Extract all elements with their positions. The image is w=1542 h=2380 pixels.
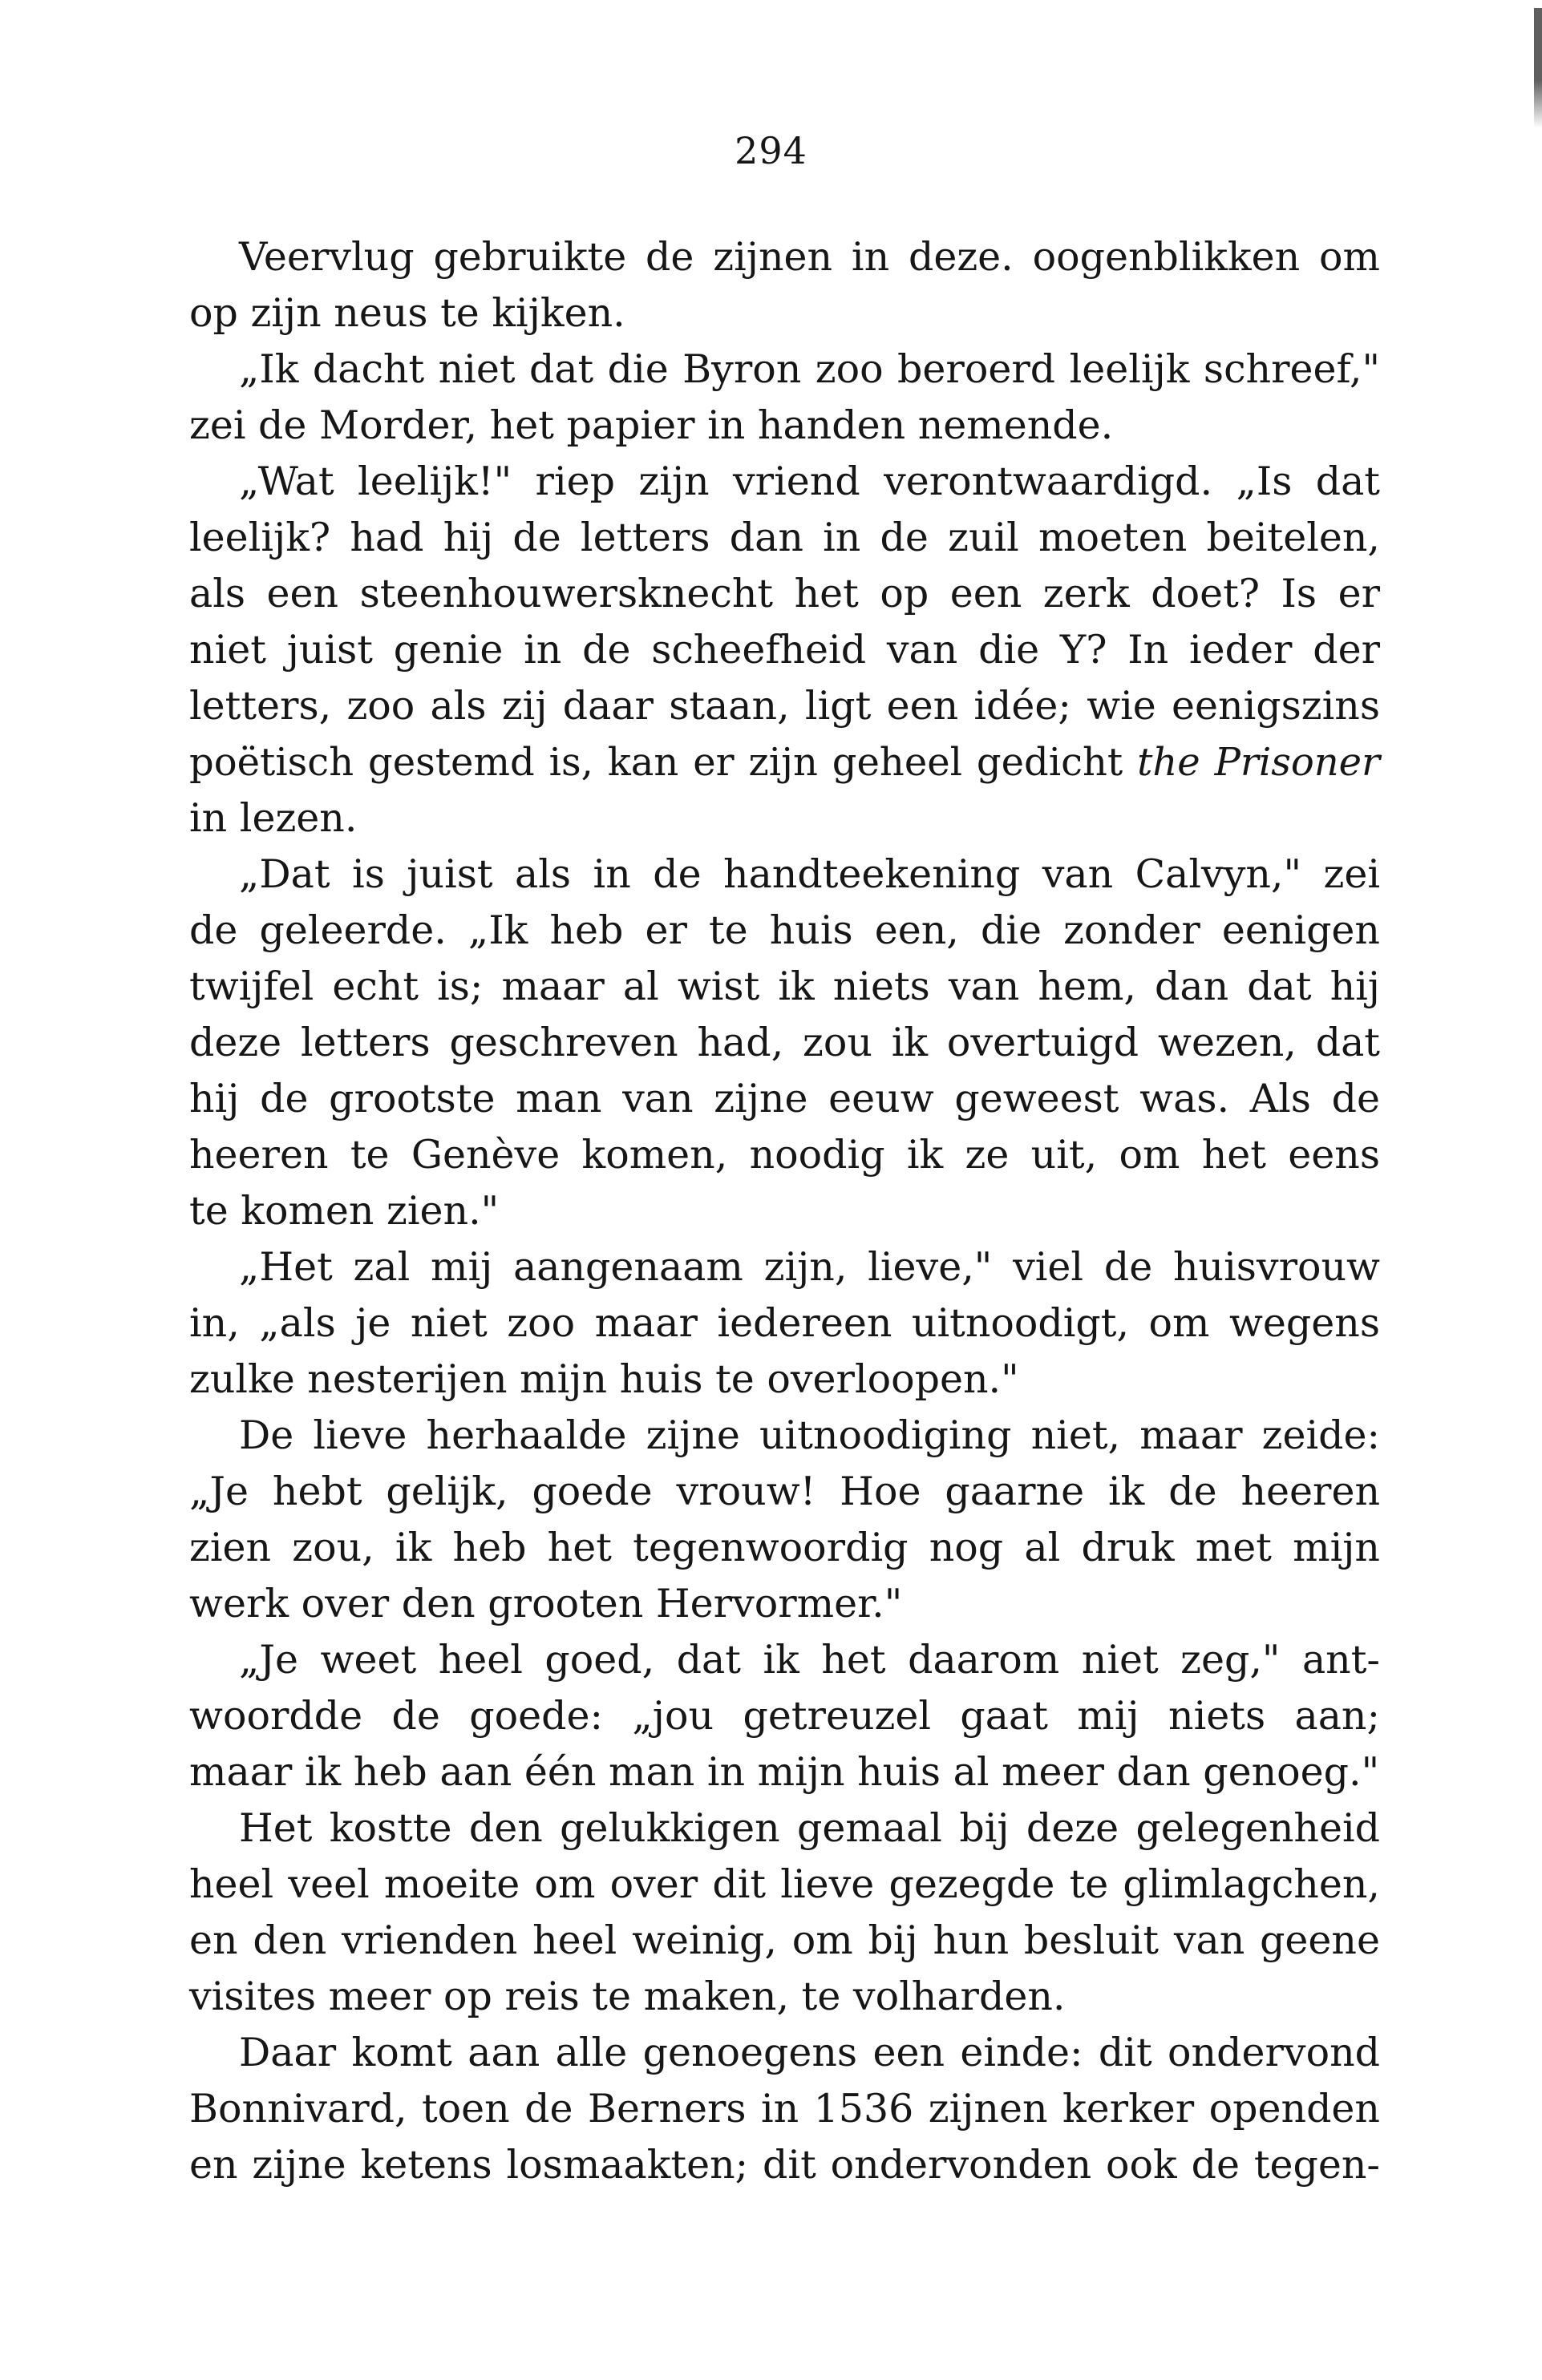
text-line: zien zou, ik heb het tegenwoordig nog al druk met mijn (189, 1525, 1380, 1570)
text-line: en den vrienden heel weinig, om bij hun besluit van geene (189, 1917, 1380, 1963)
text-line: op zijn neus te kijken. (189, 290, 625, 336)
text-line: zulke nesterijen mijn huis te overloopen." (189, 1356, 1019, 1402)
text-line: heel veel moeite om over dit lieve gezegde te glimlagchen, (189, 1861, 1380, 1907)
text-line: woordde de goede: „jou getreuzel gaat mij niets aan; (189, 1693, 1380, 1739)
page-edge-mark (1534, 8, 1542, 128)
text-line: leelijk? had hij de letters dan in de zuil moeten beitelen, (189, 515, 1380, 560)
text-line: „Dat is juist als in de handteekening van Calvyn," zei (239, 851, 1380, 897)
text-line: hij de grootste man van zijne eeuw geweest was. Als de (189, 1076, 1380, 1121)
text-line: visites meer op reis te maken, te volharden. (189, 1974, 1066, 2019)
text-line: „Ik dacht niet dat die Byron zoo beroerd leelijk schreef," (239, 346, 1380, 392)
text-line: Het kostte den gelukkigen gemaal bij deze gelegenheid (239, 1805, 1380, 1851)
text-line: maar ik heb aan één man in mijn huis al meer dan genoeg." (189, 1749, 1380, 1795)
page-number: 294 (735, 129, 807, 172)
text-line: Daar komt aan alle genoegens een einde: dit ondervond (239, 2030, 1380, 2075)
text-line: in, „als je niet zoo maar iedereen uitnoodigt, om wegens (189, 1300, 1380, 1346)
text-line: en zijne ketens losmaakten; dit ondervonden ook de tegen- (189, 2142, 1380, 2188)
text-line: „Het zal mij aangenaam zijn, lieve," viel de huisvrouw (239, 1244, 1380, 1290)
text-line: „Wat leelijk!" riep zijn vriend verontwaardigd. „Is dat (239, 459, 1380, 504)
text-line: Veervlug gebruikte de zijnen in deze. oogenblikken om (239, 234, 1380, 280)
text-line: letters, zoo als zij daar staan, ligt een idée; wie eenigszins (189, 683, 1380, 729)
text-line: zei de Morder, het papier in handen nemende. (189, 402, 1114, 448)
body-text (189, 229, 1380, 2193)
text-line: werk over den grooten Hervormer." (189, 1581, 903, 1626)
text-line: twijfel echt is; maar al wist ik niets van hem, dan dat hij (189, 964, 1380, 1009)
text-line: in lezen. (189, 795, 358, 841)
text-line: als een steenhouwersknecht het op een zerk doet? Is er (189, 571, 1380, 616)
text-line: „Je hebt gelijk, goede vrouw! Hoe gaarne ik de heeren (189, 1469, 1380, 1514)
text-line: „Je weet heel goed, dat ik het daarom niet zeg," ant- (239, 1637, 1380, 1683)
text-line: heeren te Genève komen, noodig ik ze uit, om het eens (189, 1132, 1380, 1178)
text-line: deze letters geschreven had, zou ik overtuigd wezen, dat (189, 1020, 1380, 1065)
italic-title: the Prisoner (1137, 740, 1380, 785)
text-line: Bonnivard, toen de Berners in 1536 zijnen kerker openden (189, 2086, 1380, 2131)
text-line: te komen zien." (189, 1188, 500, 1234)
text-line: De lieve herhaalde zijne uitnoodiging niet, maar zeide: (239, 1412, 1380, 1458)
text-line: de geleerde. „Ik heb er te huis een, die zonder eenigen (189, 907, 1380, 953)
text-line: niet juist genie in de scheefheid van die Y? In ieder der (189, 627, 1380, 673)
text-line: poëtisch gestemd is, kan er zijn geheel gedicht the Prisoner (189, 740, 1380, 785)
